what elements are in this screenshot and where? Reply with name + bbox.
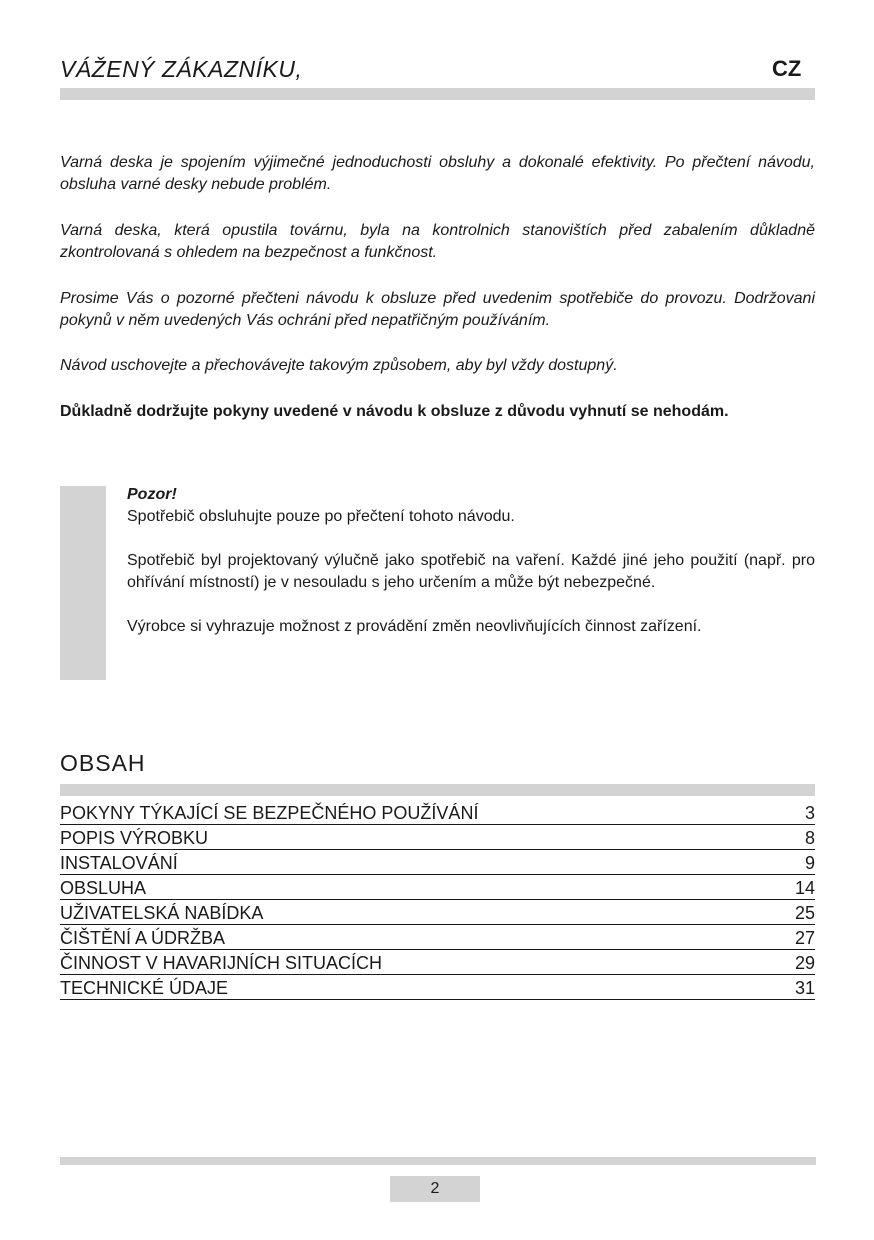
warning-heading: Pozor!	[127, 486, 177, 503]
intro-warning-paragraph: Důkladně dodržujte pokyny uvedené v návodu k obsluze z důvodu vyhnutí se nehodám.	[60, 403, 729, 420]
toc-entry-page: 27	[794, 928, 815, 948]
toc-entry-label: ČINNOST V HAVARIJNÍCH SITUACÍCH	[60, 953, 383, 973]
toc-entry-page: 25	[794, 903, 815, 923]
warning-text: Výrobce si vyhrazuje možnost z provádění změn neovlivňujících činnost zařízení.	[127, 618, 702, 635]
warning-box	[127, 484, 815, 660]
toc-entry[interactable]	[60, 825, 815, 850]
warning-sidebar	[60, 486, 106, 680]
toc-entry[interactable]	[60, 800, 815, 825]
intro-paragraph: Prosime Vás o pozorné přečteni návodu k obsluze před uvedenim spotřebiče do provozu. Dodržovani pokynů v něm uvedených Vás ochráni před nepatřičným používáním.	[60, 290, 815, 329]
toc-entry-page: 3	[804, 803, 815, 823]
toc-entry-page: 8	[804, 828, 815, 848]
toc-entry-label: ČIŠTĚNÍ A ÚDRŽBA	[60, 928, 226, 948]
footer-divider	[60, 1157, 816, 1165]
intro-paragraph: Varná deska, která opustila továrnu, byla na kontrolnich stanovištích před zabalením důkladně zkontrolovaná s ohledem na bezpečnost a funkčnost.	[60, 222, 815, 261]
toc-entry-label: OBSLUHA	[60, 878, 147, 898]
toc-entry[interactable]	[60, 875, 815, 900]
toc-entry-page: 31	[794, 978, 815, 998]
toc-entry[interactable]	[60, 850, 815, 875]
intro-paragraph: Návod uschovejte a přechovávejte takovým způsobem, aby byl vždy dostupný.	[60, 357, 618, 374]
toc-title: OBSAH	[60, 750, 146, 776]
language-code: CZ	[772, 56, 802, 81]
warning-text: Spotřebič byl projektovaný výlučně jako spotřebič na vaření. Každé jiné jeho použití (např. pro ohřívání místností) je v nesouladu s jeho určením a může být nebezpečné.	[127, 552, 815, 591]
toc-entry-page: 29	[794, 953, 815, 973]
toc-entry-label: UŽIVATELSKÁ NABÍDKA	[60, 903, 264, 923]
toc-entry[interactable]	[60, 975, 815, 1000]
toc-divider	[60, 784, 815, 796]
warning-text: Spotřebič obsluhujte pouze po přečtení tohoto návodu.	[127, 508, 515, 525]
toc-entry-page: 14	[794, 878, 815, 898]
toc-entry-label: POPIS VÝROBKU	[60, 828, 209, 848]
toc-entry[interactable]	[60, 900, 815, 925]
toc-entry-label: POKYNY TÝKAJÍCÍ SE BEZPEČNÉHO POUŽÍVÁNÍ	[60, 803, 479, 823]
page-number: 2	[390, 1176, 480, 1202]
toc-entry-label: INSTALOVÁNÍ	[60, 853, 178, 873]
toc-entry[interactable]	[60, 925, 815, 950]
intro-paragraph: Varná deska je spojením výjimečné jednoduchosti obsluhy a dokonalé efektivity. Po přečtení návodu, obsluha varné desky nebude problém.	[60, 154, 815, 193]
header-divider	[60, 88, 815, 100]
toc-entry[interactable]	[60, 950, 815, 975]
table-of-contents	[60, 800, 815, 1000]
toc-entry-label: TECHNICKÉ ÚDAJE	[60, 978, 229, 998]
page-title: VÁŽENÝ ZÁKAZNÍKU,	[60, 56, 303, 82]
toc-entry-page: 9	[804, 853, 815, 873]
